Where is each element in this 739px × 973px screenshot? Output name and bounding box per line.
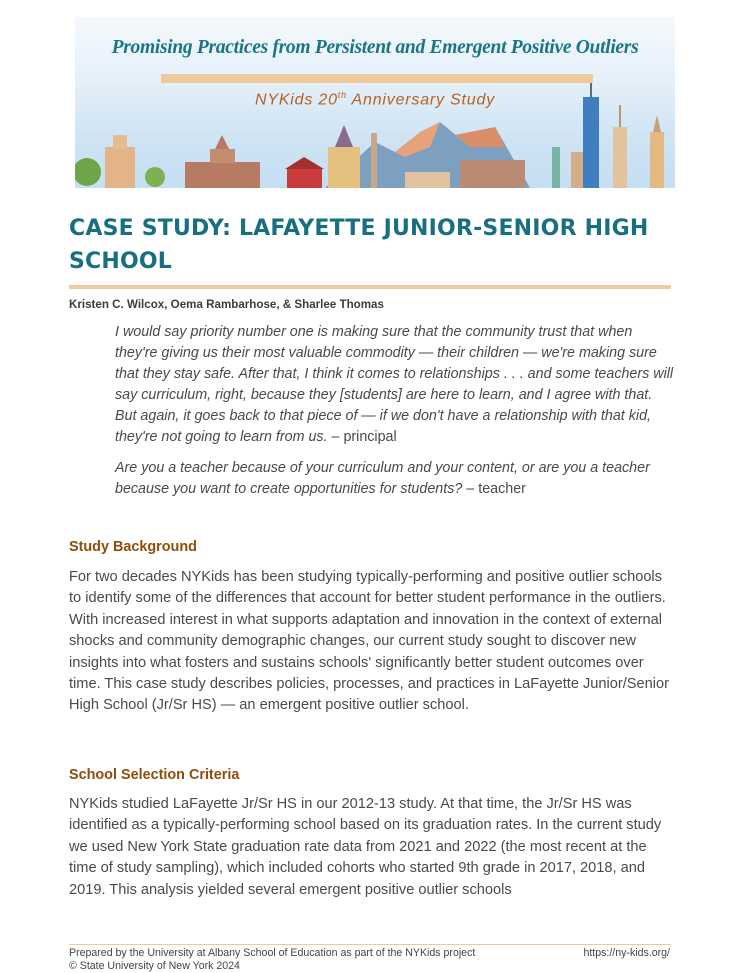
tower-shape [583,97,599,188]
header-banner [75,17,675,188]
banner-subtitle [75,90,675,109]
footer-divider [69,944,671,945]
footer-prepared-by: Prepared by the University at Albany School of Education as part of the NYKids project [69,947,476,959]
authors: Kristen C. Wilcox, Oema Rambarhose, & Sharlee Thomas [69,298,384,311]
footer-url-link[interactable]: https://ny-kids.org/ [583,947,670,959]
principal-quote [115,322,675,448]
banner-divider [161,74,593,83]
teacher-quote [115,458,675,500]
tower-shape [571,152,583,188]
building-shape [210,149,235,163]
tower-shape [650,132,664,188]
building-shape [105,147,135,188]
quote-text: Are you a teacher because of your curriculum and your content, or are you a teacher because you want to create opportunities for students? [115,460,650,497]
tower-shape [653,115,661,132]
building-shape [185,162,260,188]
barn-shape [285,157,324,169]
tree-shape [75,158,101,186]
subtitle-suffix: Anniversary Study [346,91,495,109]
building-shape [405,172,450,188]
tower-shape [371,133,377,188]
banner-title: Promising Practices from Persistent and Emergent Positive Outliers [111,37,639,58]
barn-shape [287,169,322,188]
building-shape [460,160,525,188]
building-shape [335,125,353,147]
building-shape [215,135,229,149]
tree-shape [145,167,165,187]
footer-copyright: © State University of New York 2024 [69,960,240,972]
subtitle-prefix: NYKids 20 [255,91,338,109]
section-heading-study-background: Study Background [69,539,197,555]
tower-shape [613,127,627,188]
quote-attribution: – teacher [462,481,526,497]
quote-text: I would say priority number one is making sure that the community trust that when they're giving us their most valuable commodity — their children — we're making sure that they stay safe. After that, I think it comes to relationships . . . and some teachers will say curriculum, right, because they [students] are here to learn, and I agree with that. But again, it goes back to that piece of — if we don't have a relationship with that kid, they're not going to learn from us. [115,324,674,445]
section-heading-school-selection: School Selection Criteria [69,767,240,783]
building-shape [113,135,127,149]
statue-shape [552,147,560,188]
building-shape [328,147,360,188]
title-divider [69,285,671,289]
subtitle-superscript: th [337,90,347,100]
section-body-study-background: For two decades NYKids has been studying typically-performing and positive outlier schools to identify some of the differences that account for better student performance in the outliers. With increased interest in what supports adaptation and innovation in the context of external shocks and community demographic changes, our current study sought to discover new insights into what fosters and sustains schools' significantly better student outcomes over time. This case study describes policies, processes, and practices in LaFayette Junior/Senior High School (Jr/Sr HS) — an emergent positive outlier school. [69,569,669,714]
page-title: CASE STUDY: LAFAYETTE JUNIOR-SENIOR HIGH SCHOOL [69,216,649,274]
quote-attribution: – principal [331,429,397,445]
footer-credits [69,947,475,973]
section-body-school-selection: NYKids studied LaFayette Jr/Sr HS in our 2012-13 study. At that time, the Jr/Sr HS was identified as a typically-performing school based on its graduation rates. In the current study we used New York State graduation rate data from 2021 and 2022 (the most recent at the time of study sampling), which included cohorts who started 9th grade in 2017, 2018, and 2019. This analysis yielded several emergent positive outlier schools [69,796,662,898]
